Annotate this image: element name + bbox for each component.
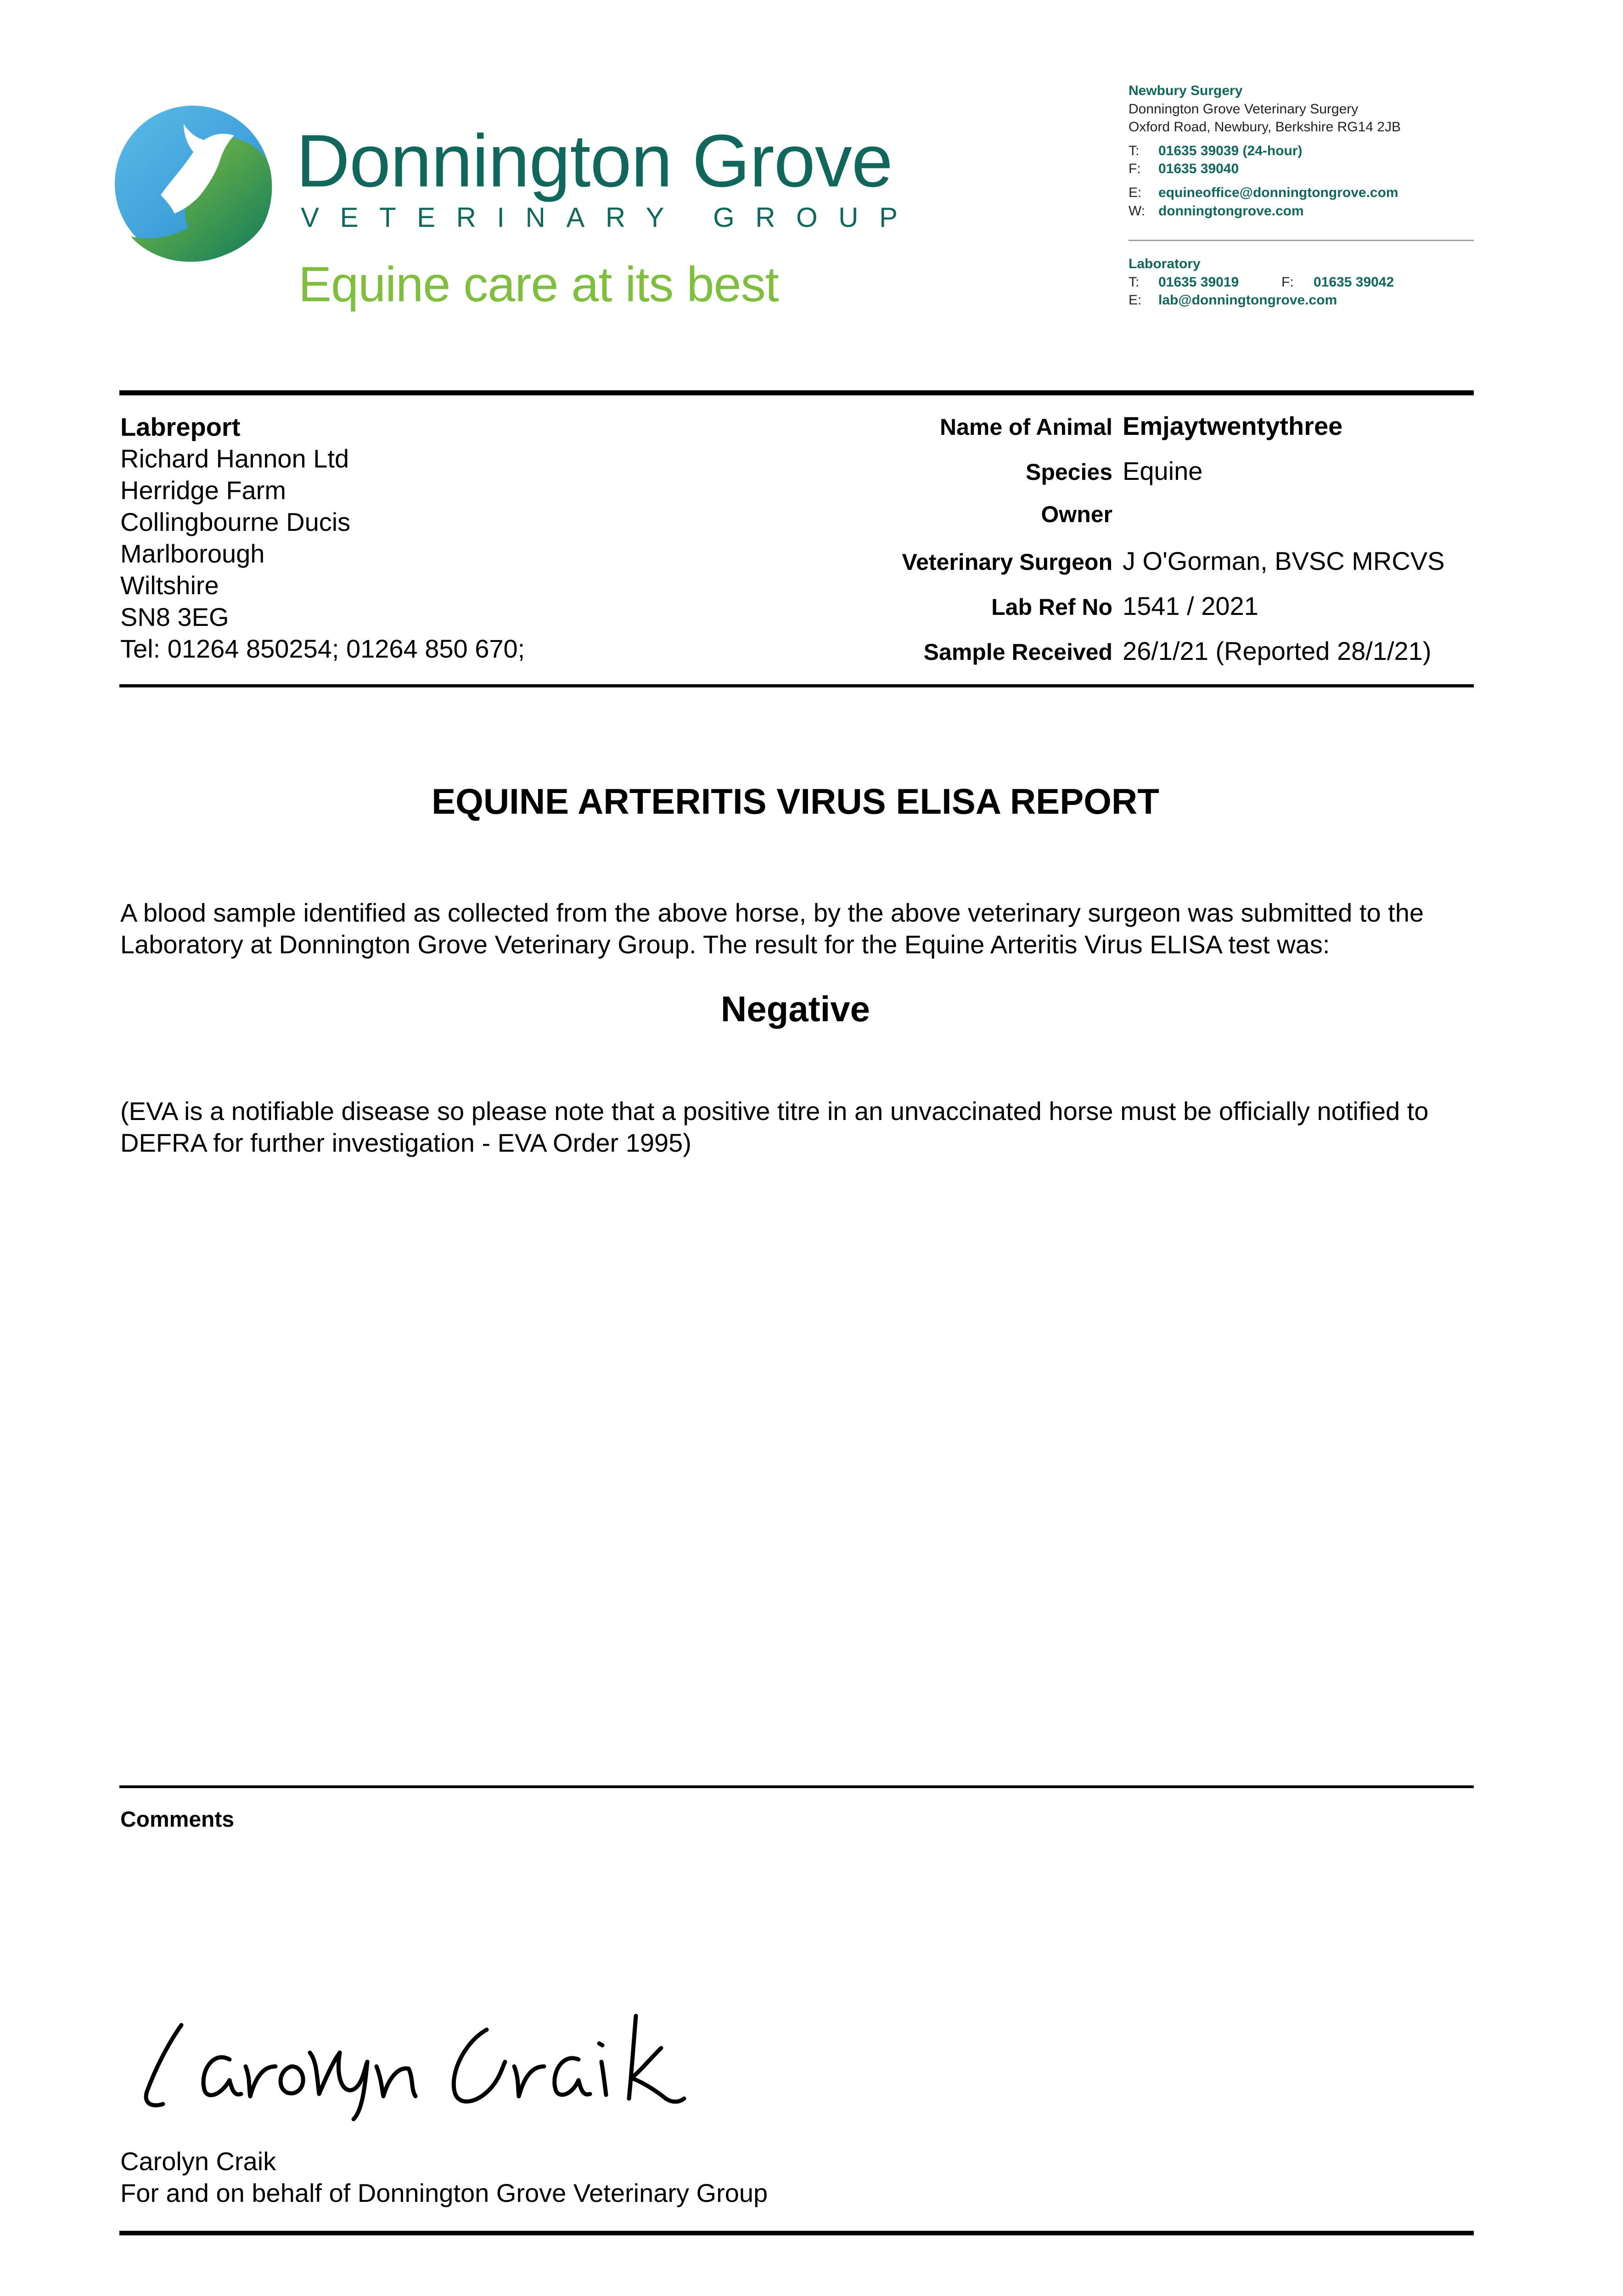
detail-row-species xyxy=(808,456,1474,501)
signer-name: Carolyn Craik xyxy=(120,2147,276,2176)
animal-details-table xyxy=(808,411,1474,681)
notifiable-disease-note: (EVA is a notifiable disease so please note that a positive titre in an unvaccinated horse must be officially notified to DEFRA for further investigation - EVA Order 1995) xyxy=(120,1097,1429,1157)
brand-name: Donnington Grove xyxy=(296,119,893,203)
lab-fax-label: F: xyxy=(1281,274,1294,290)
surgery-email-label: E: xyxy=(1129,185,1142,200)
surgery-address-line-2: Oxford Road, Newbury, Berkshire RG14 2JB xyxy=(1129,119,1401,135)
detail-row-sample-received xyxy=(808,636,1474,681)
detail-value: Equine xyxy=(1123,456,1203,485)
lab-fax: 01635 39042 xyxy=(1314,274,1394,290)
surgery-fax-label: F: xyxy=(1129,161,1141,177)
address-line: Herridge Farm xyxy=(120,476,286,505)
client-address-block xyxy=(120,411,809,675)
detail-row-lab-ref xyxy=(808,591,1474,636)
address-line: Tel: 01264 850254; 01264 850 670; xyxy=(120,634,525,663)
surgery-web-label: W: xyxy=(1129,203,1146,219)
detail-row-vet-surgeon xyxy=(808,546,1474,591)
detail-label: Owner xyxy=(1041,501,1112,527)
test-result: Negative xyxy=(720,989,870,1029)
detail-row-animal-name xyxy=(808,411,1474,456)
detail-label: Name of Animal xyxy=(939,414,1112,440)
surgery-tel: 01635 39039 (24-hour) xyxy=(1158,143,1303,158)
surgery-email-link[interactable]: equineoffice@donningtongrove.com xyxy=(1158,185,1398,200)
handwritten-signature xyxy=(138,1998,716,2126)
detail-value: 26/1/21 (Reported 28/1/21) xyxy=(1123,636,1432,665)
horse-head-logo-icon xyxy=(115,103,275,264)
detail-value: J O'Gorman, BVSC MRCVS xyxy=(1123,546,1445,575)
surgery-contact-block xyxy=(1129,82,1401,220)
signer-role: For and on behalf of Donnington Grove Veterinary Group xyxy=(120,2178,768,2207)
surgery-web-link[interactable]: donningtongrove.com xyxy=(1158,203,1304,219)
svg-text:VETERINARY GROUP: VETERINARY GROUP xyxy=(301,204,898,231)
header-rule xyxy=(119,390,1474,395)
detail-value: 1541 / 2021 xyxy=(1123,591,1258,620)
address-line: Richard Hannon Ltd xyxy=(120,444,349,473)
detail-value: Emjaytwentythree xyxy=(1123,411,1343,440)
surgery-fax: 01635 39040 xyxy=(1158,161,1239,177)
brand-subtitle xyxy=(301,204,911,231)
letterhead-divider xyxy=(1129,240,1474,241)
detail-row-owner xyxy=(808,501,1474,546)
lab-tel: 01635 39019 xyxy=(1158,274,1239,290)
address-line: SN8 3EG xyxy=(120,602,229,631)
comments-label: Comments xyxy=(120,1807,235,1832)
report-intro-paragraph: A blood sample identified as collected from the above horse, by the above veterinary surgeon was submitted to the Laboratory at Donnington Grove Veterinary Group. The result for the Equine Arteritis Virus ELISA test was: xyxy=(120,898,1424,959)
address-line: Collingbourne Ducis xyxy=(120,507,351,536)
detail-label: Veterinary Surgeon xyxy=(902,549,1112,575)
info-rule xyxy=(119,684,1474,687)
laboratory-contact-block xyxy=(1129,255,1394,310)
surgery-title: Newbury Surgery xyxy=(1129,83,1243,98)
lab-email-link[interactable]: lab@donningtongrove.com xyxy=(1158,293,1337,308)
surgery-address-line-1: Donnington Grove Veterinary Surgery xyxy=(1129,101,1359,117)
address-line: Wiltshire xyxy=(120,571,219,600)
address-heading: Labreport xyxy=(120,412,241,441)
tagline: Equine care at its best xyxy=(298,256,779,312)
detail-label: Lab Ref No xyxy=(991,594,1112,620)
report-title: EQUINE ARTERITIS VIRUS ELISA REPORT xyxy=(432,781,1159,822)
comments-rule xyxy=(119,1785,1474,1788)
detail-label: Species xyxy=(1025,459,1112,485)
surgery-tel-label: T: xyxy=(1129,143,1140,158)
footer-rule xyxy=(119,2231,1474,2235)
address-line: Marlborough xyxy=(120,539,265,568)
lab-email-label: E: xyxy=(1129,293,1142,308)
laboratory-title: Laboratory xyxy=(1129,256,1201,271)
detail-label: Sample Received xyxy=(923,639,1112,665)
lab-tel-label: T: xyxy=(1129,274,1140,290)
